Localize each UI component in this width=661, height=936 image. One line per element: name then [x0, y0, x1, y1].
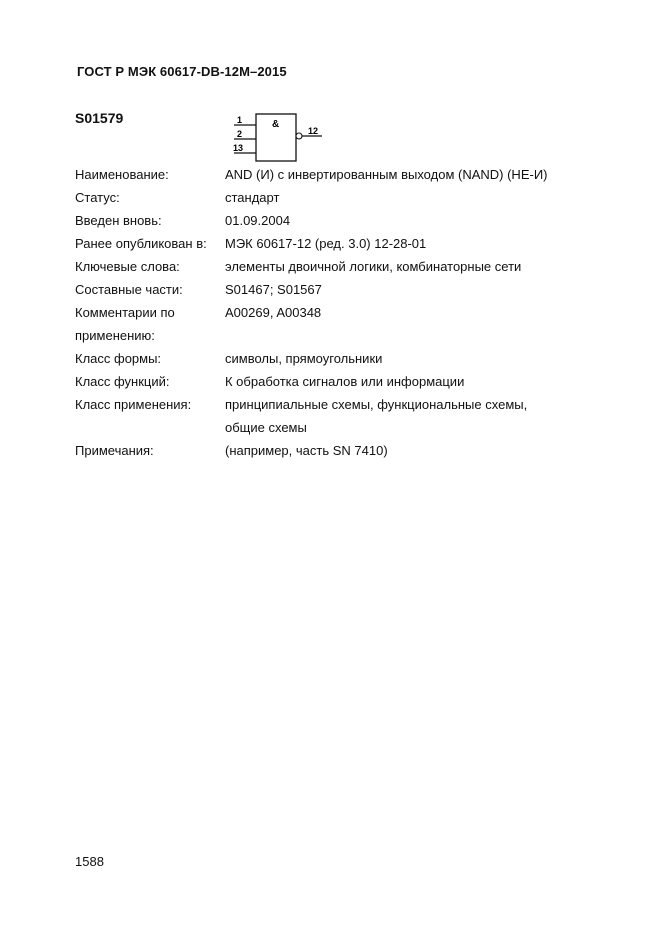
field-value: 01.09.2004 — [225, 213, 291, 228]
field-value: AND (И) с инвертированным выходом (NAND) (НЕ-И) — [225, 167, 548, 182]
gate-input-2: 2 — [237, 129, 243, 139]
gate-operator: & — [272, 119, 280, 130]
field-row — [75, 416, 645, 439]
field-row — [75, 255, 645, 278]
field-value: стандарт — [225, 190, 280, 205]
field-value: (например, часть SN 7410) — [225, 443, 388, 458]
gate-output: 12 — [308, 126, 319, 136]
field-value: S01467; S01567 — [225, 282, 322, 297]
field-value — [225, 324, 645, 347]
field-row — [75, 393, 645, 416]
field-row — [75, 347, 645, 370]
nand-gate-symbol — [228, 110, 328, 166]
field-value: МЭК 60617-12 (ред. 3.0) 12-28-01 — [225, 236, 427, 251]
field-value: К обработка сигналов или информации — [225, 374, 465, 389]
document-header: ГОСТ Р МЭК 60617-DB-12M–2015 — [77, 64, 287, 79]
field-label: Класс функций: — [75, 374, 170, 389]
field-label: Ранее опубликован в: — [75, 236, 207, 251]
field-label: Класс формы: — [75, 351, 162, 366]
field-row — [75, 439, 645, 462]
page-number: 1588 — [75, 854, 104, 869]
attribute-table — [75, 163, 645, 462]
gate-input-13: 13 — [233, 143, 244, 153]
gate-input-1: 1 — [237, 115, 243, 125]
field-label: Комментарии по — [75, 305, 175, 320]
field-label: применению: — [75, 328, 155, 343]
field-row — [75, 209, 645, 232]
field-label: Ключевые слова: — [75, 259, 180, 274]
field-label: Наименование: — [75, 167, 169, 182]
field-value: A00269, A00348 — [225, 305, 322, 320]
symbol-id: S01579 — [75, 110, 124, 126]
field-label: Составные части: — [75, 282, 183, 297]
field-row — [75, 278, 645, 301]
field-label: Примечания: — [75, 443, 154, 458]
field-value: общие схемы — [225, 420, 307, 435]
inversion-circle — [296, 133, 302, 139]
field-label: Введен вновь: — [75, 213, 162, 228]
field-label: Класс применения: — [75, 397, 192, 412]
field-row — [75, 324, 645, 347]
field-value: символы, прямоугольники — [225, 351, 383, 366]
field-value: элементы двоичной логики, комбинаторные сети — [225, 259, 522, 274]
field-label: Статус: — [75, 190, 120, 205]
field-row — [75, 163, 645, 186]
field-row — [75, 186, 645, 209]
field-value: принципиальные схемы, функциональные схемы, — [225, 397, 528, 412]
field-label — [75, 416, 225, 439]
field-row — [75, 232, 645, 255]
field-row — [75, 301, 645, 324]
field-row — [75, 370, 645, 393]
